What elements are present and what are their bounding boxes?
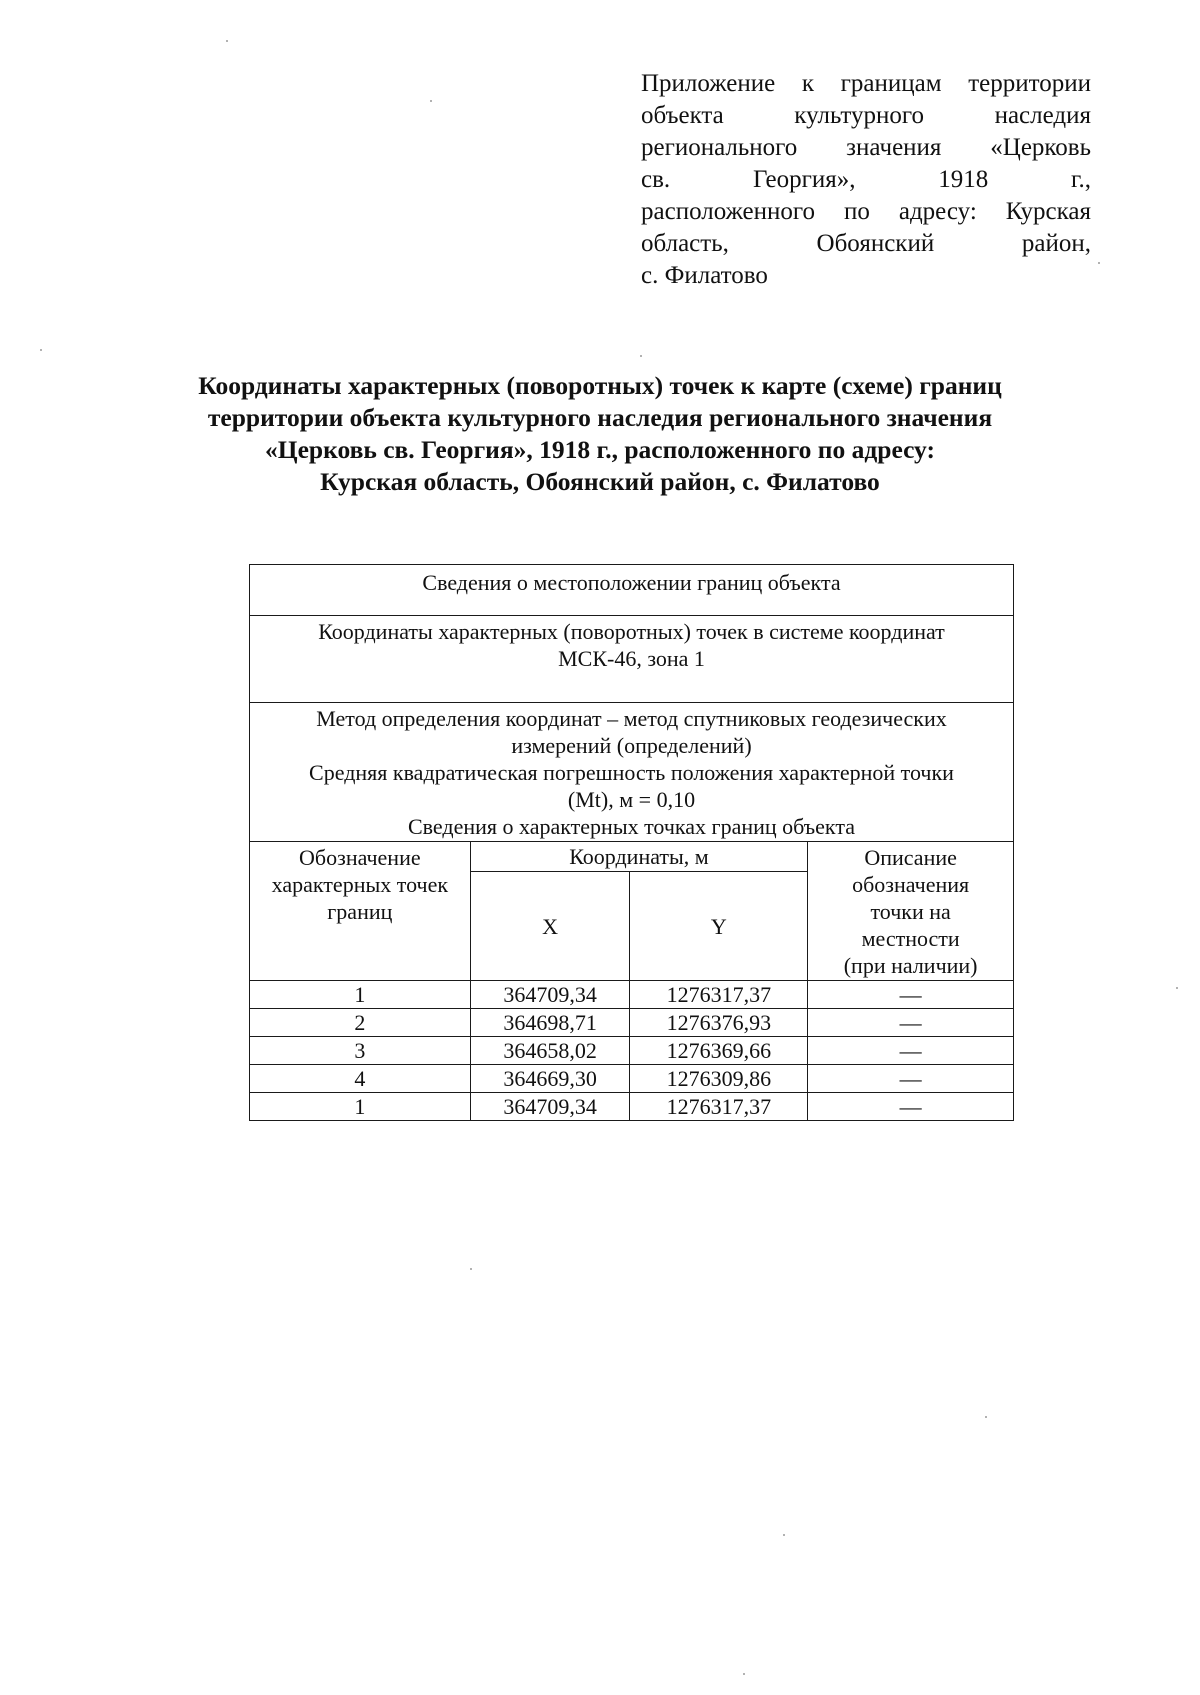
description-cell: — [808, 1037, 1014, 1065]
description-header-line: Описание [864, 845, 957, 870]
y-cell: 1276309,86 [630, 1065, 808, 1093]
designation-header-line: характерных точек [271, 872, 449, 897]
scan-speck [470, 1268, 472, 1270]
accuracy-line: Средняя квадратическая погрешность положения характерной точки [309, 760, 954, 785]
y-cell: 1276317,37 [630, 981, 808, 1009]
points-caption: Сведения о характерных точках границ объекта [408, 814, 855, 839]
section-title-cell [250, 565, 1014, 616]
point-cell: 3 [250, 1037, 471, 1065]
annex-line: св. Георгия», 1918 г., [641, 166, 1091, 193]
description-header [808, 842, 1014, 981]
method-line: Метод определения координат – метод спутниковых геодезических [316, 706, 947, 731]
annex-line: расположенного по адресу: Курская [641, 198, 1091, 225]
y-cell: 1276369,66 [630, 1037, 808, 1065]
annex-line: Приложение к границам территории [641, 70, 1091, 97]
annex-line: регионального значения «Церковь [641, 134, 1091, 161]
table-row [250, 1093, 1014, 1121]
x-cell: 364669,30 [470, 1065, 630, 1093]
annex-line: область, Обоянский район, [641, 230, 1091, 257]
table-row [250, 1009, 1014, 1037]
description-cell: — [808, 981, 1014, 1009]
x-cell: 364709,34 [470, 1093, 630, 1121]
description-header-line: местности [861, 926, 960, 951]
description-cell: — [808, 1065, 1014, 1093]
table-section-row [250, 565, 1014, 616]
title-line: Курская область, Обоянский район, с. Филатово [320, 467, 880, 496]
scan-speck [40, 349, 42, 351]
coord-system-line: Координаты характерных (поворотных) точек в системе координат [318, 619, 945, 644]
scan-speck [226, 40, 228, 42]
point-cell: 2 [250, 1009, 471, 1037]
scan-speck [1176, 987, 1178, 989]
scan-speck [743, 1673, 745, 1675]
method-line: измерений (определений) [511, 733, 752, 758]
point-cell: 1 [250, 1093, 471, 1121]
description-header-line: точки на [870, 899, 951, 924]
accuracy-line: (Mt), м = 0,10 [567, 787, 696, 812]
table-row [250, 1065, 1014, 1093]
coord-system-line: МСК-46, зона 1 [558, 646, 705, 671]
annex-line: объекта культурного наследия [641, 102, 1091, 129]
annex-note [641, 68, 1091, 292]
table-method-row [250, 703, 1014, 842]
title-line: «Церковь св. Георгия», 1918 г., расположенного по адресу: [265, 435, 935, 464]
x-cell: 364658,02 [470, 1037, 630, 1065]
y-cell: 1276376,93 [630, 1009, 808, 1037]
table-row [250, 1037, 1014, 1065]
x-cell: 364698,71 [470, 1009, 630, 1037]
description-cell: — [808, 1009, 1014, 1037]
table-coord-system-row [250, 616, 1014, 703]
description-header-line: обозначения [852, 872, 970, 897]
table-header-row [250, 842, 1014, 872]
annex-line: с. Филатово [641, 262, 768, 289]
title-line: Координаты характерных (поворотных) точек к карте (схеме) границ [198, 371, 1002, 400]
designation-header-line: Обозначение [299, 845, 421, 870]
coord-system-cell [250, 616, 1014, 703]
scan-speck [783, 1534, 785, 1536]
scan-speck [985, 1416, 987, 1418]
y-cell: 1276317,37 [630, 1093, 808, 1121]
section-title: Сведения о местоположении границ объекта [422, 570, 841, 595]
title-line: территории объекта культурного наследия регионального значения [207, 403, 993, 432]
y-header: Y [630, 872, 808, 981]
point-cell: 1 [250, 981, 471, 1009]
document-title [140, 370, 1060, 498]
scan-speck [640, 355, 642, 357]
description-header-line: (при наличии) [843, 953, 978, 978]
scan-speck [430, 100, 432, 102]
coords-header: Координаты, м [470, 842, 808, 872]
method-cell [250, 703, 1014, 842]
description-cell: — [808, 1093, 1014, 1121]
designation-header-line: границ [327, 899, 393, 924]
coordinates-table [249, 564, 1014, 1121]
x-header: X [470, 872, 630, 981]
x-cell: 364709,34 [470, 981, 630, 1009]
designation-header [250, 842, 471, 981]
table-row [250, 981, 1014, 1009]
scan-speck [1098, 262, 1100, 264]
point-cell: 4 [250, 1065, 471, 1093]
